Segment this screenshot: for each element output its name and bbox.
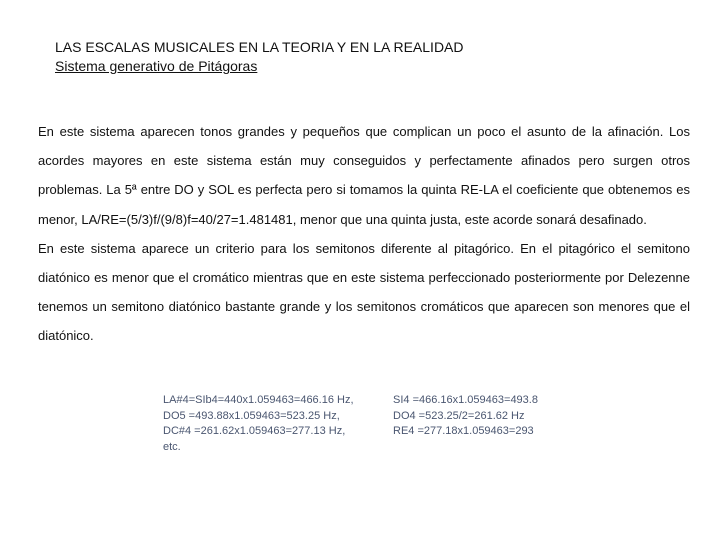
formula-line: etc. [163,440,181,453]
paragraph-1: En este sistema aparecen tonos grandes y pequeños que complican un poco el asunto de la afinación. Los acordes mayores en este sistema están muy conseguidos y perfectamente afinados pero surgen otros problemas. La 5ª entre DO y SOL es perfecta pero si tomamos la quinta RE-LA el coeficiente que obtenemos es menor, LA/RE=(5/3)f/(9/8)f=40/27=1.481481, menor que una quinta justa, este acorde sonará desafinado. [38,124,690,227]
formula-line: SI4 =466.16x1.059463=493.8 [393,394,538,406]
title-block [55,38,464,76]
formula-line: DC#4 =261.62x1.059463=277.13 Hz, [163,425,346,437]
formula-column-left [163,393,354,455]
formula-line: DO4 =523.25/2=261.62 Hz [393,409,525,422]
paragraph-2: En este sistema aparece un criterio para los semitonos diferente al pitagórico. En el pitagórico el semitono diatónico es menor que el cromático mientras que en este sistema perfeccionado posteriormente por Delezenne tenemos un semitono diatónico bastante grande y los semitonos cromáticos que aparecen son menores que el diatónico. [38,240,690,344]
formula-line: RE4 =277.18x1.059463=293 [393,425,534,437]
document-subtitle: Sistema generativo de Pitágoras [55,58,258,74]
formula-line: LA#4=SIb4=440x1.059463=466.16 Hz, [163,394,354,406]
formula-column-right [393,393,538,440]
formula-image [163,388,549,463]
body-text [38,117,690,351]
formula-line: DO5 =493.88x1.059463=523.25 Hz, [163,409,340,422]
document-title: LAS ESCALAS MUSICALES EN LA TEORIA Y EN LA REALIDAD [55,39,464,55]
